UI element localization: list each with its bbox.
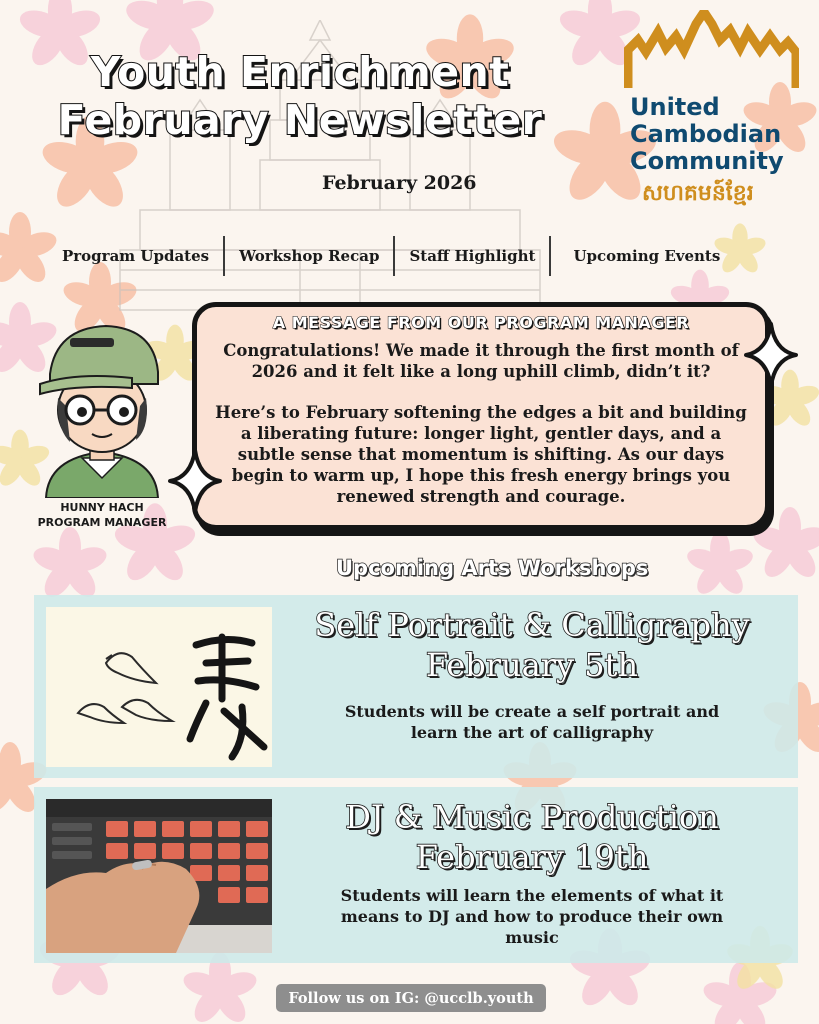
message-paragraph-2: Here’s to February softening the edges a bit and building a liberating future: longer light, gentler days, and a subtle sense that momentum is shifting. As our days begin to warm up, I hope this fresh energy brings you renewed strength and courage.: [215, 403, 747, 506]
logo-line-1: United: [630, 93, 720, 121]
message-paragraph-1: Congratulations! We made it through the first month of 2026 and it felt like a long uphill climb, didn’t it?: [223, 341, 739, 381]
sparkle-icon: [168, 448, 222, 514]
workshop-card: [34, 595, 798, 778]
workshop-name: DJ & Music Production: [345, 798, 719, 836]
workshop-name: Self Portrait & Calligraphy: [314, 606, 750, 644]
workshop-date: February 5th: [425, 646, 639, 684]
workshops-section-title: Upcoming Arts Workshops: [336, 556, 649, 580]
logo-line-3: Community: [630, 147, 784, 175]
newsletter-title: [40, 48, 560, 144]
manager-avatar: [36, 318, 168, 498]
manager-message-box: [192, 302, 770, 530]
newsletter-date: February 2026: [322, 172, 477, 194]
workshop-description: Students will learn the elements of what it means to DJ and how to produce their own music: [340, 886, 724, 947]
workshop-title: [282, 605, 782, 685]
nav-workshop-recap[interactable]: Workshop Recap: [239, 247, 380, 265]
instagram-follow-link[interactable]: Follow us on IG: @ucclb.youth: [276, 984, 546, 1012]
manager-role: PROGRAM MANAGER: [37, 516, 167, 529]
manager-name: HUNNY HACH: [60, 501, 144, 514]
title-line-2: February Newsletter: [57, 96, 543, 144]
calligraphy-photo: [46, 607, 272, 767]
manager-caption: [30, 500, 174, 530]
logo-khmer-text: សហគមន៍ខ្មែរ: [642, 181, 754, 206]
ucc-logo: [616, 10, 806, 230]
nav-program-updates[interactable]: Program Updates: [62, 247, 210, 265]
section-nav: [48, 236, 788, 276]
workshop-date: February 19th: [415, 838, 649, 876]
logo-line-2: Cambodian: [630, 120, 782, 148]
nav-upcoming-events[interactable]: Upcoming Events: [573, 247, 721, 265]
dj-controller-photo: [46, 799, 272, 953]
sparkle-icon: [744, 322, 798, 388]
workshop-description: Students will be create a self portrait and learn the art of calligraphy: [344, 702, 720, 742]
workshop-title: [282, 797, 782, 877]
temple-crown-icon: [624, 10, 799, 90]
message-body: [197, 332, 765, 507]
message-heading: A MESSAGE FROM OUR PROGRAM MANAGER: [272, 313, 690, 332]
workshop-card: [34, 787, 798, 963]
nav-staff-highlight[interactable]: Staff Highlight: [409, 247, 536, 265]
title-line-1: Youth Enrichment: [90, 48, 510, 96]
